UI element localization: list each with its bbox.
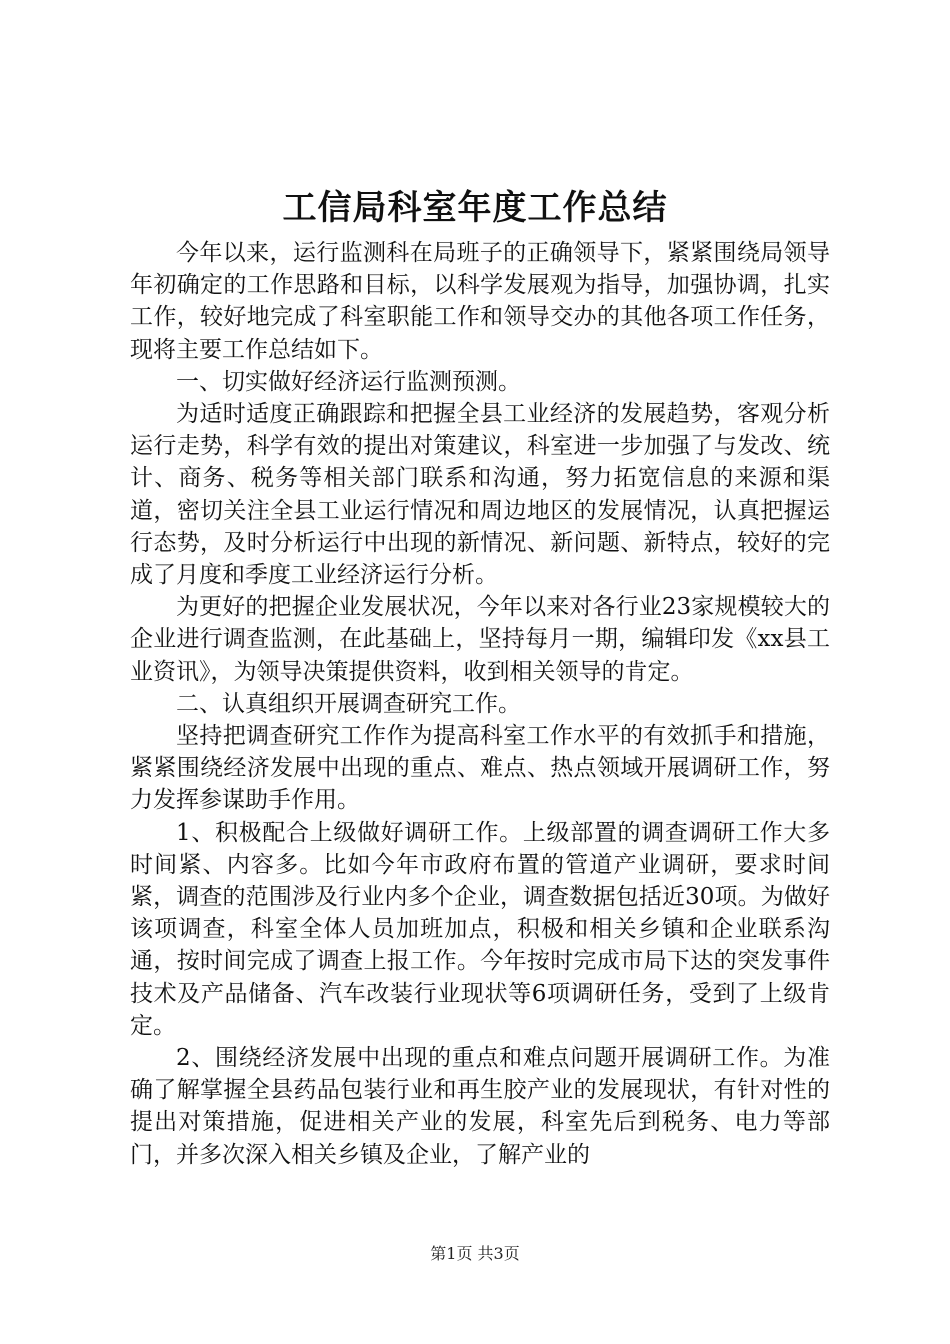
body-paragraph: 坚持把调查研究工作作为提高科室工作水平的有效抓手和措施，紧紧围绕经济发展中出现的重点、难点、热点领域开展调研工作，努力发挥参谋助手作用。 <box>130 723 830 814</box>
body-paragraph: 为更好的把握企业发展状况，今年以来对各行业23家规模较大的企业进行调查监测，在此基础上，坚持每月一期，编辑印发《xx县工业资讯》，为领导决策提供资料，收到相关领导的肯定。 <box>130 594 830 685</box>
document-title: 工信局科室年度工作总结 <box>282 188 668 228</box>
body-paragraph: 2、围绕经济发展中出现的重点和难点问题开展调研工作。为准确了解掌握全县药品包装行业和再生胶产业的发展现状，有针对性的提出对策措施，促进相关产业的发展，科室先后到税务、电力等部门，并多次深入相关乡镇及企业，了解产业的 <box>130 1045 830 1168</box>
document-body <box>130 237 830 1171</box>
section-heading-1: 一、切实做好经济运行监测预测。 <box>176 368 521 395</box>
page-number-footer: 第1页 共3页 <box>430 1244 520 1263</box>
body-paragraph: 为适时适度正确跟踪和把握全县工业经济的发展趋势，客观分析运行走势，科学有效的提出对策建议，科室进一步加强了与发改、统计、商务、税务等相关部门联系和沟通，努力拓宽信息的来源和渠道，密切关注全县工业运行情况和周边地区的发展情况，认真把握运行态势，及时分析运行中出现的新情况、新问题、新特点，较好的完成了月度和季度工业经济运行分析。 <box>130 401 830 589</box>
section-heading-2: 二、认真组织开展调查研究工作。 <box>176 690 521 717</box>
body-paragraph: 1、积极配合上级做好调研工作。上级部置的调查调研工作大多时间紧、内容多。比如今年市政府布置的管道产业调研，要求时间紧，调查的范围涉及行业内多个企业，调查数据包括近30项。为做好该项调查，科室全体人员加班加点，积极和相关乡镇和企业联系沟通，按时间完成了调查上报工作。今年按时完成市局下达的突发事件技术及产品储备、汽车改装行业现状等6项调研任务，受到了上级肯定。 <box>130 819 830 1039</box>
intro-paragraph: 今年以来，运行监测科在局班子的正确领导下，紧紧围绕局领导年初确定的工作思路和目标，以科学发展观为指导，加强协调，扎实工作，较好地完成了科室职能工作和领导交办的其他各项工作任务，现将主要工作总结如下。 <box>130 240 830 363</box>
